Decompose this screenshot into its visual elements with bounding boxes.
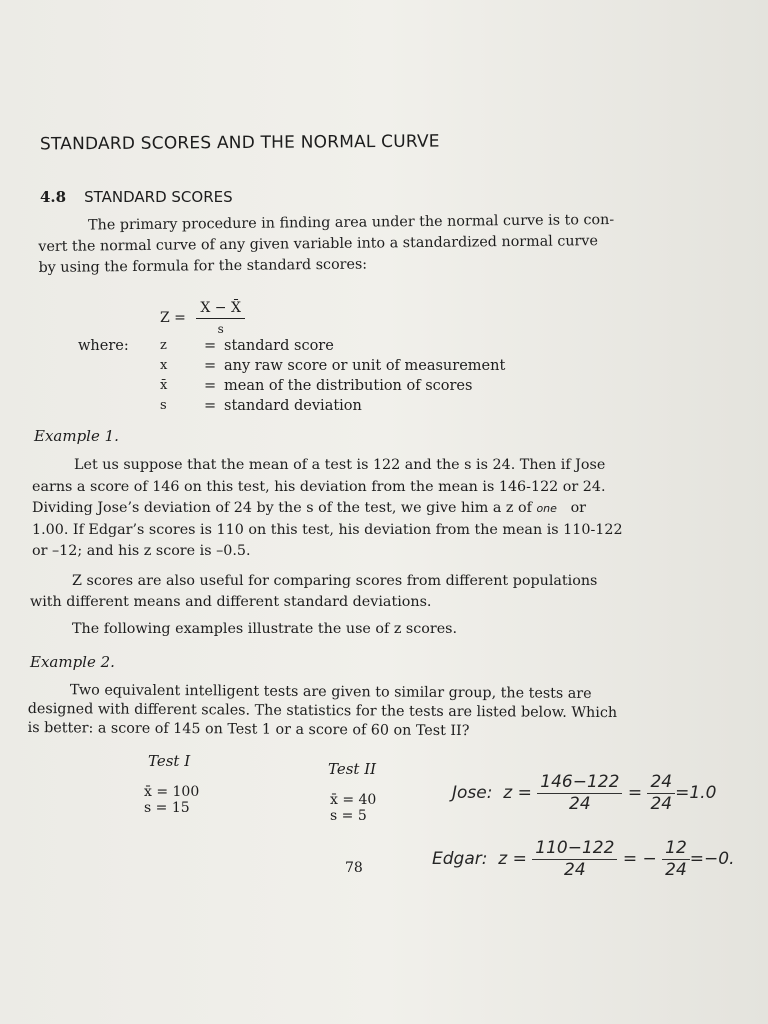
intro-line: by using the formula for the standard scores: [38,256,368,276]
where-label: where: [78,338,129,354]
test-ii-mean: x̄ = 40 [330,792,377,808]
jose-result: =1.0 [675,783,717,803]
jose-label: Jose: [452,783,493,803]
test-i-title: Test I [148,752,191,770]
formula-fraction [196,300,245,336]
example1-line: Dividing Jose’s deviation of 24 by the s of the test, we give him a z of [32,500,532,516]
definition-equals: = [204,378,217,394]
edgar-equals: = − [622,849,657,869]
edgar-denominator: 24 [564,860,586,880]
example1-paragraph [32,455,623,563]
section-heading [40,188,233,206]
test-i-mean: x̄ = 100 [144,784,200,800]
definition-row [78,398,505,418]
example1-heading: Example 1. [34,427,119,445]
formula-lhs: Z = [160,310,186,326]
edgar-result: =−0. [689,849,735,869]
handwritten-edgar-calculation [432,838,734,880]
example1-line-tail: or [570,500,587,516]
intro-paragraph [38,210,615,279]
z-formula [160,300,245,336]
test-ii-title: Test II [328,760,377,778]
edgar-fraction-2 [662,838,690,880]
jose-denominator: 24 [569,794,591,814]
definition-row [78,378,505,398]
example1-line: 1.00. If Edgar’s scores is 110 on this test, his deviation from the mean is 110-122 [32,521,623,538]
jose-numerator: 146−122 [537,772,622,794]
definition-symbol: s [160,398,167,413]
example1-line: earns a score of 146 on this test, his deviation from the mean is 146-122 or 24. [32,478,606,495]
example1-line: or –12; and his z score is –0.5. [32,543,251,559]
definition-symbol: z [160,338,167,353]
where-definitions [78,338,505,418]
test-ii-block [328,760,376,824]
section-title: STANDARD SCORES [84,188,233,206]
example1-line: Let us suppose that the mean of a test is 122 and the s is 24. Then if Jose [74,457,606,473]
edgar-label: Edgar: [432,849,488,869]
definition-equals: = [204,398,217,414]
intro-line: The primary procedure in finding area under the normal curve is to con- [88,211,615,234]
test-i-sd: s = 15 [144,800,190,816]
jose-fraction-2 [647,772,675,814]
definition-row [78,338,505,358]
edgar-fraction [532,838,617,880]
definition-equals: = [204,338,217,354]
example2-heading: Example 2. [30,653,115,671]
definition-symbol: x [160,358,168,373]
edgar-z: z = [498,849,527,869]
intro-line: vert the normal curve of any given variable into a standardized normal curve [38,233,598,255]
formula-denominator: s [217,322,224,336]
definition-text: any raw score or unit of measurement [224,358,506,374]
definition-text: mean of the distribution of scores [224,378,473,394]
definition-text: standard deviation [224,398,362,414]
chapter-title: STANDARD SCORES AND THE NORMAL CURVE [39,131,440,155]
z-scores-paragraph [30,571,597,613]
definition-symbol: x̄ [160,378,168,393]
edgar-denominator-2: 24 [665,860,687,880]
example2-line: is better: a score of 145 on Test 1 or a score of 60 on Test II? [27,719,470,740]
following-examples: The following examples illustrate the use of z scores. [72,621,458,637]
jose-numerator-2: 24 [647,772,675,794]
formula-numerator: X − X̄ [196,300,245,319]
definition-equals: = [204,358,217,374]
handwritten-jose-calculation [452,772,716,814]
edgar-numerator-2: 12 [662,838,690,860]
page-number: 78 [345,860,363,876]
example2-line: designed with different scales. The statistics for the tests are listed below. Which [27,700,618,722]
definition-text: standard score [224,338,334,354]
z-scores-line: Z scores are also useful for comparing scores from different populations [72,573,598,589]
jose-equals: = [627,783,643,803]
z-scores-line: with different means and different standard deviations. [30,594,432,610]
jose-fraction [537,772,622,814]
test-ii-sd: s = 5 [330,808,367,824]
definition-row [78,358,505,378]
test-i-block [144,752,200,816]
example1-line-3 [32,498,623,520]
example2-line: Two equivalent intelligent tests are given to similar group, the tests are [69,682,592,702]
jose-z: z = [503,783,532,803]
edgar-numerator: 110−122 [532,838,617,860]
jose-denominator-2: 24 [650,794,673,814]
section-number: 4.8 [40,188,67,206]
example2-paragraph [28,681,618,742]
handwritten-one: one [536,502,557,515]
